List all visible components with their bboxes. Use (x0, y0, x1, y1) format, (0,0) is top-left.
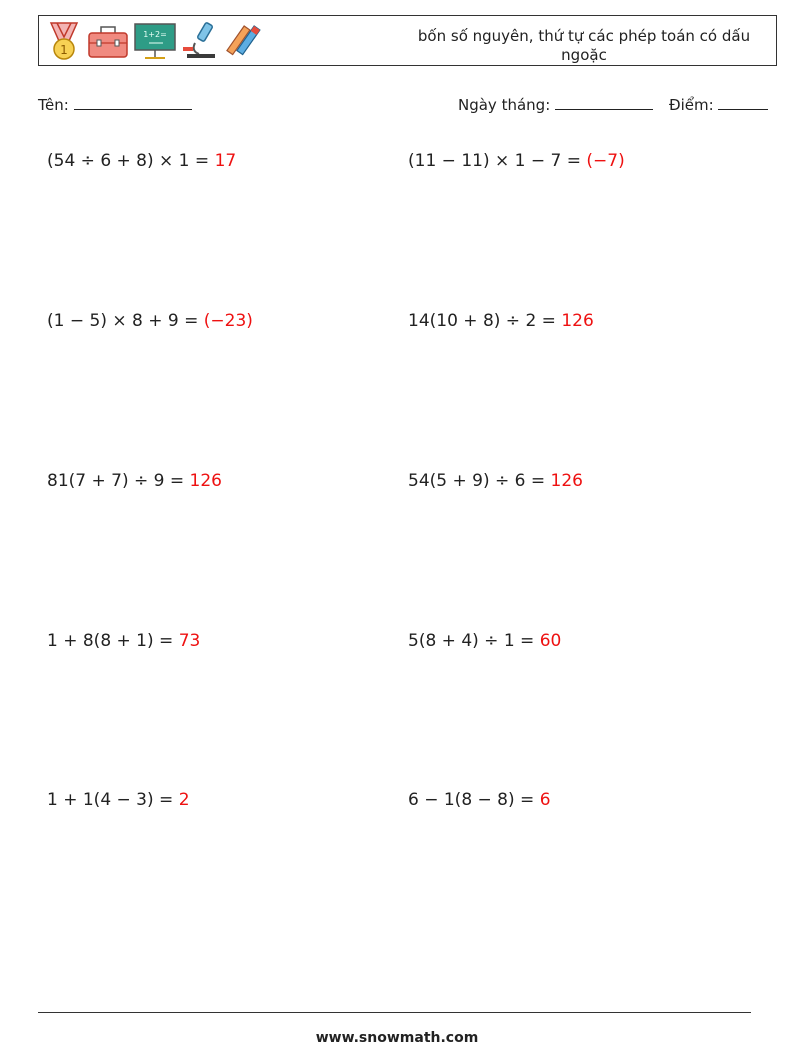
problem-4 (408, 311, 594, 331)
problem-expression: 14(10 + 8) ÷ 2 = (408, 311, 562, 331)
problem-expression: (54 ÷ 6 + 8) × 1 = (47, 151, 215, 171)
problem-5 (47, 471, 222, 491)
problem-answer: 126 (550, 471, 583, 491)
problem-expression: (1 − 5) × 8 + 9 = (47, 311, 204, 331)
svg-text:1: 1 (60, 43, 68, 57)
problem-7 (47, 631, 200, 651)
problem-8 (408, 631, 561, 651)
problem-answer: 6 (539, 790, 551, 810)
problem-expression: 5(8 + 4) ÷ 1 = (408, 631, 540, 651)
problem-answer: 17 (214, 151, 237, 171)
date-blank[interactable] (555, 95, 653, 110)
problem-answer: 60 (539, 631, 562, 651)
problem-2 (408, 151, 625, 171)
briefcase-icon (87, 21, 129, 61)
problem-answer: 2 (178, 790, 190, 810)
problem-expression: (11 − 11) × 1 − 7 = (408, 151, 587, 171)
problem-9 (47, 790, 190, 810)
chalkboard-icon (133, 21, 177, 61)
problem-answer: 126 (189, 471, 222, 491)
name-label: Tên: (38, 96, 69, 114)
footer-url[interactable]: www.snowmath.com (315, 1030, 479, 1046)
problem-3 (47, 311, 253, 331)
name-field (38, 95, 192, 114)
problem-expression: 1 + 8(8 + 1) = (47, 631, 179, 651)
problem-1 (47, 151, 236, 171)
worksheet-title: bốn số nguyên, thứ tự các phép toán có dấu ngoặc (417, 27, 751, 64)
problem-answer: 73 (178, 631, 201, 651)
pencils-icon (225, 21, 265, 61)
score-label: Điểm: (669, 96, 714, 114)
problem-expression: 1 + 1(4 − 3) = (47, 790, 179, 810)
name-blank[interactable] (74, 95, 192, 110)
medal-icon (45, 21, 83, 61)
problem-10 (408, 790, 551, 810)
problem-expression: 81(7 + 7) ÷ 9 = (47, 471, 190, 491)
problem-answer: (−23) (203, 311, 253, 331)
problem-6 (408, 471, 583, 491)
header-icons (45, 21, 265, 61)
problem-expression: 6 − 1(8 − 8) = (408, 790, 540, 810)
problem-answer: (−7) (586, 151, 625, 171)
svg-text:1+2=: 1+2= (143, 30, 167, 39)
problem-expression: 54(5 + 9) ÷ 6 = (408, 471, 551, 491)
problem-answer: 126 (561, 311, 594, 331)
date-label: Ngày tháng: (458, 96, 551, 114)
footer-divider (38, 1012, 751, 1013)
microscope-icon (181, 21, 221, 61)
score-blank[interactable] (718, 95, 768, 110)
date-field (458, 95, 653, 114)
score-field (669, 95, 768, 114)
worksheet-header (38, 15, 777, 66)
